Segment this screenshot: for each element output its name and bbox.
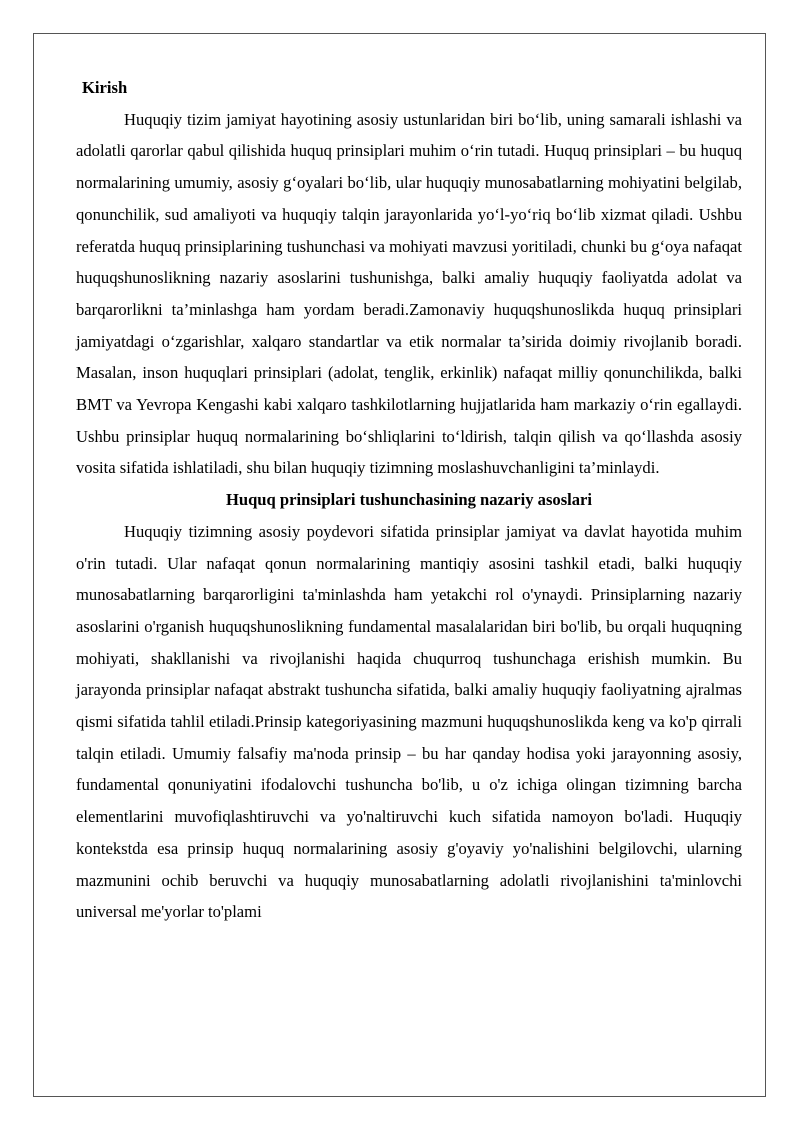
intro-paragraph: Huquqiy tizim jamiyat hayotining asosiy ustunlaridan biri bo‘lib, uning samarali ishlashi va adolatli qarorlar qabul qilishida huquq prinsiplari muhim o‘rin tutadi. Huquq prinsiplari – bu huquq normalarining umumiy, asosiy g‘oyalari bo‘lib, ular huquqiy munosabatlarning mohiyatini belgilab, qonunchilik, sud amaliyoti va huquqiy talqin jarayonlarida yo‘l-yo‘riq bo‘lib xizmat qiladi. Ushbu referatda huquq prinsiplarining tushunchasi va mohiyati mavzusi yoritiladi, chunki bu g‘oya nafaqat huquqshunoslikning nazariy asoslarini tushunishga, balki amaliy huquqiy faoliyatda adolat va barqarorlikni ta’minlashga ham yordam beradi.Zamonaviy huquqshunoslikda huquq prinsiplari jamiyatdagi o‘zgarishlar, xalqaro standartlar va etik normalar ta’sirida doimiy rivojlanib boradi. Masalan, inson huquqlari prinsiplari (adolat, tenglik, erkinlik) nafaqat milliy qonunchilikda, balki BMT va Yevropa Kengashi kabi xalqaro tashkilotlarning hujjatlarida ham markaziy o‘rin egallaydi. Ushbu prinsiplar huquq normalarining bo‘shliqlarini to‘ldirish, talqin qilish va qo‘llashda asosiy vosita sifatida ishlatiladi, shu bilan huquqiy tizimning moslashuvchanligini ta’minlaydi. <box>76 109 742 478</box>
section-subheading: Huquq prinsiplari tushunchasining nazariy asoslari <box>225 490 593 510</box>
body-paragraph: Huquqiy tizimning asosiy poydevori sifatida prinsiplar jamiyat va davlat hayotida muhim o'rin tutadi. Ular nafaqat qonun normalarining mantiqiy asosini tashkil etadi, balki huquqiy munosabatlarning barqarorligini ta'minlashda ham yetakchi rol o'ynaydi. Prinsiplarning nazariy asoslarini o'rganish huquqshunoslikning fundamental masalalaridan biri bo'lib, bu orqali huquqning mohiyati, shakllanishi va rivojlanishi haqida chuqurroq tushunchaga erishish mumkin. Bu jarayonda prinsiplar nafaqat abstrakt tushuncha sifatida, balki amaliy huquqiy faoliyatning ajralmas qismi sifatida tahlil etiladi.Prinsip kategoriyasining mazmuni huquqshunoslikda keng va ko'p qirrali talqin etiladi. Umumiy falsafiy ma'noda prinsip – bu har qanday hodisa yoki jarayonning asosiy, fundamental qonuniyatini ifodalovchi tushuncha bo'lib, u o'z ichiga olingan tizimning barcha elementlarini muvofiqlashtiruvchi va yo'naltiruvchi kuch sifatida namoyon bo'ladi. Huquqiy kontekstda esa prinsip huquq normalarining asosiy g'oyaviy yo'nalishini belgilovchi, ularning mazmunini ochib beruvchi va huquqiy munosabatlarning adolatli rivojlanishini ta'minlovchi universal me'yorlar to'plami <box>76 521 742 922</box>
document-content <box>76 72 742 928</box>
section-heading: Kirish <box>82 78 128 97</box>
